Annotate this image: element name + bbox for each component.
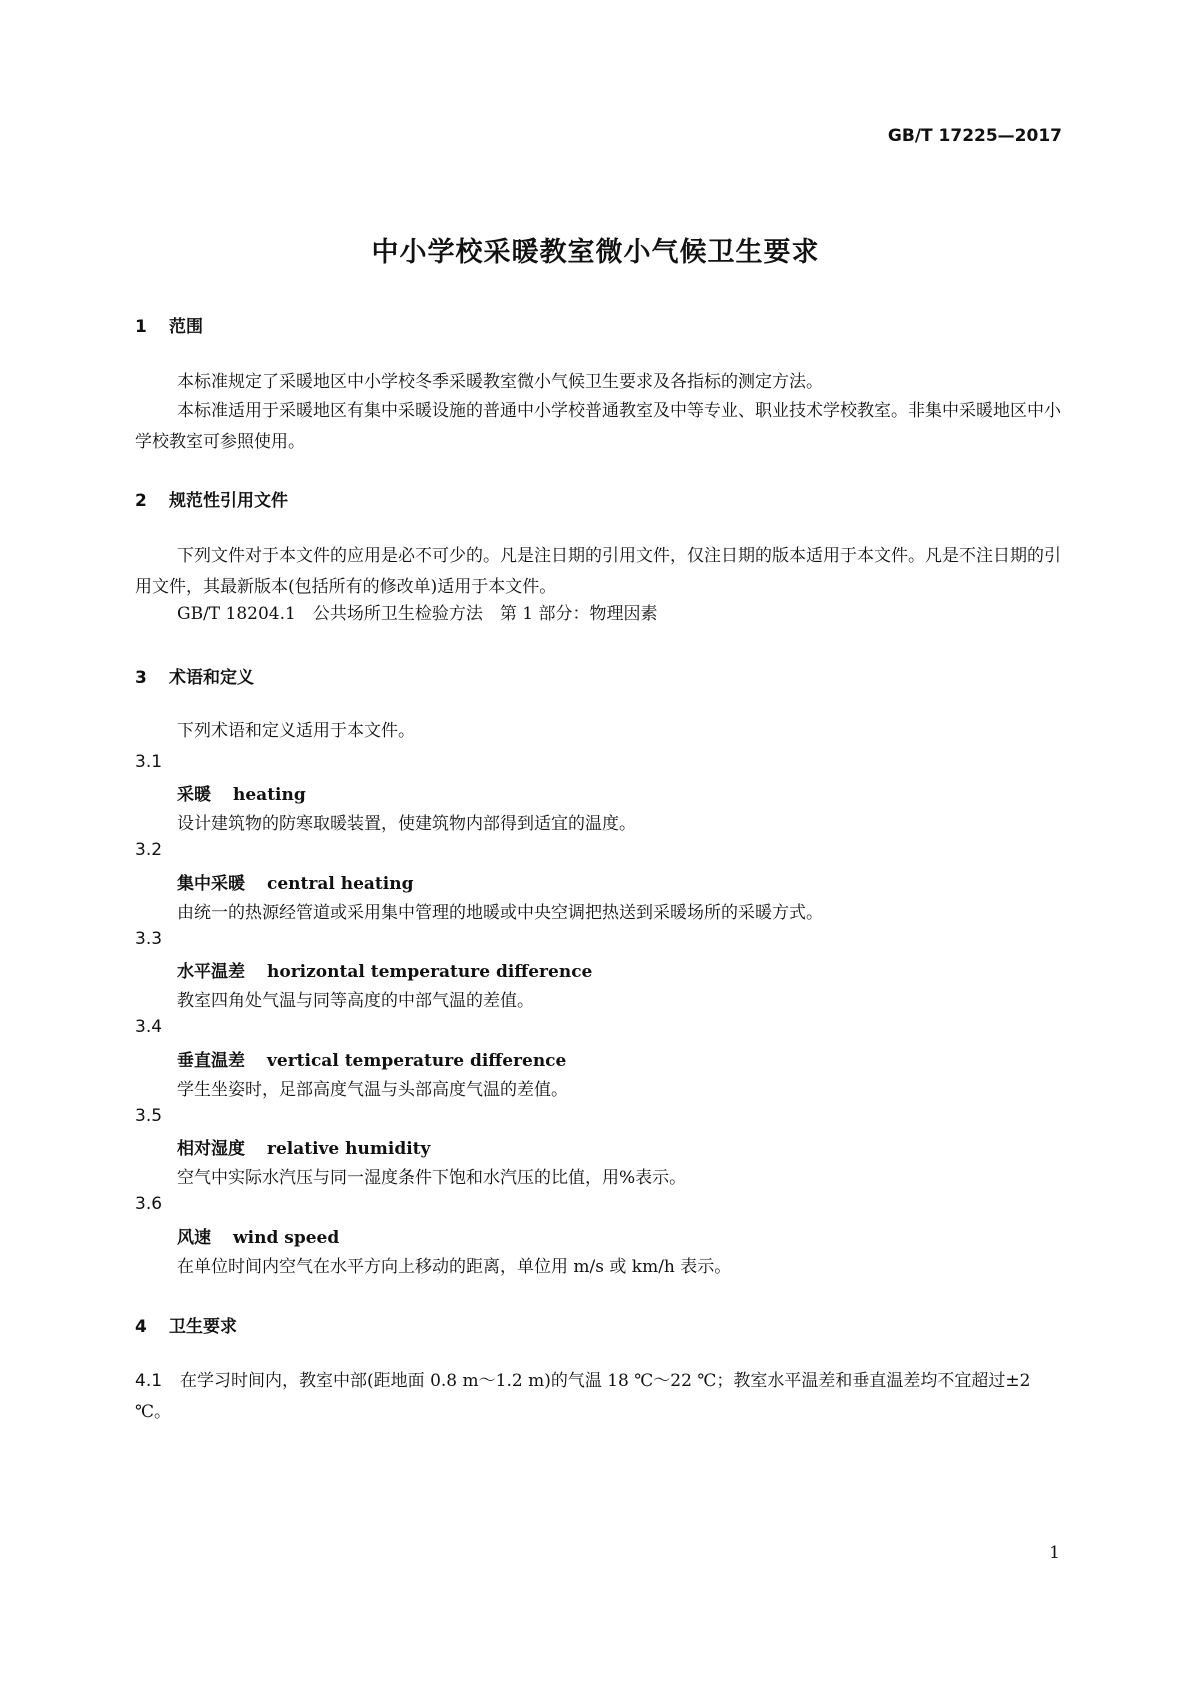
term-definition: 设计建筑物的防寒取暖装置，使建筑物内部得到适宜的温度。 [177, 814, 636, 834]
term-definition: 教室四角处气温与同等高度的中部气温的差值。 [177, 991, 534, 1011]
standard-code: GB/T 17225—2017 [887, 126, 1062, 146]
term-en: relative humidity [267, 1139, 431, 1159]
page-number: 1 [1049, 1543, 1060, 1563]
term-definition: 由统一的热源经管道或采用集中管理的地暖或中央空调把热送到采暖场所的采暖方式。 [177, 903, 823, 923]
term-heading [177, 1223, 339, 1248]
term-number: 3.4 [135, 1017, 163, 1037]
term-heading [177, 1046, 566, 1071]
term-heading [177, 1134, 430, 1159]
section-title: 术语和定义 [169, 668, 254, 688]
section-number: 3 [135, 668, 147, 688]
term-heading [177, 780, 306, 805]
term-zh: 水平温差 [177, 962, 245, 982]
section-3-heading [135, 663, 254, 688]
term-number: 3.2 [135, 840, 163, 860]
term-number: 3.5 [135, 1106, 163, 1126]
section-title: 规范性引用文件 [169, 491, 288, 511]
term-number: 3.6 [135, 1194, 163, 1214]
section-2-heading [135, 486, 288, 511]
term-en: heating [233, 785, 306, 805]
paragraph: 下列文件对于本文件的应用是必不可少的。凡是注日期的引用文件，仅注日期的版本适用于本文件。凡是不注日期的引用文件，其最新版本(包括所有的修改单)适用于本文件。 [135, 546, 1061, 597]
section-4-heading [135, 1312, 237, 1337]
term-en: wind speed [233, 1228, 340, 1248]
section-1-heading [135, 312, 203, 337]
paragraph: 下列术语和定义适用于本文件。 [177, 721, 415, 741]
term-heading [177, 869, 413, 894]
term-definition: 在单位时间内空气在水平方向上移动的距离，单位用 m/s 或 km/h 表示。 [177, 1257, 732, 1277]
clause-4-1 [135, 1366, 1063, 1428]
term-zh: 采暖 [177, 785, 211, 805]
term-zh: 风速 [177, 1228, 211, 1248]
term-zh: 集中采暖 [177, 874, 245, 894]
section-number: 4 [135, 1317, 147, 1337]
term-zh: 垂直温差 [177, 1051, 245, 1071]
clause-text: 在学习时间内，教室中部(距地面 0.8 m～1.2 m)的气温 18 ℃～22 ℃；教室水平温差和垂直温差均不宜超过±2 ℃。 [135, 1371, 1031, 1422]
term-number: 3.3 [135, 929, 163, 949]
section-number: 1 [135, 317, 147, 337]
term-en: horizontal temperature difference [267, 962, 593, 982]
term-number: 3.1 [135, 752, 163, 772]
paragraph: 本标准适用于采暖地区有集中采暖设施的普通中小学校普通教室及中等专业、职业技术学校教室。非集中采暖地区中小学校教室可参照使用。 [135, 401, 1061, 452]
section-number: 2 [135, 491, 147, 511]
term-heading [177, 957, 592, 982]
paragraph: 本标准规定了采暖地区中小学校冬季采暖教室微小气候卫生要求及各指标的测定方法。 [177, 372, 823, 392]
section-title: 卫生要求 [169, 1317, 237, 1337]
term-zh: 相对湿度 [177, 1139, 245, 1159]
document-title: 中小学校采暖教室微小气候卫生要求 [371, 237, 820, 268]
normative-reference: GB/T 18204.1 公共场所卫生检验方法 第 1 部分：物理因素 [177, 604, 658, 624]
section-title: 范围 [169, 317, 203, 337]
term-en: vertical temperature difference [267, 1051, 567, 1071]
term-definition: 学生坐姿时，足部高度气温与头部高度气温的差值。 [177, 1080, 568, 1100]
term-definition: 空气中实际水汽压与同一湿度条件下饱和水汽压的比值，用%表示。 [177, 1168, 687, 1188]
clause-number: 4.1 [135, 1371, 163, 1391]
term-en: central heating [267, 874, 414, 894]
